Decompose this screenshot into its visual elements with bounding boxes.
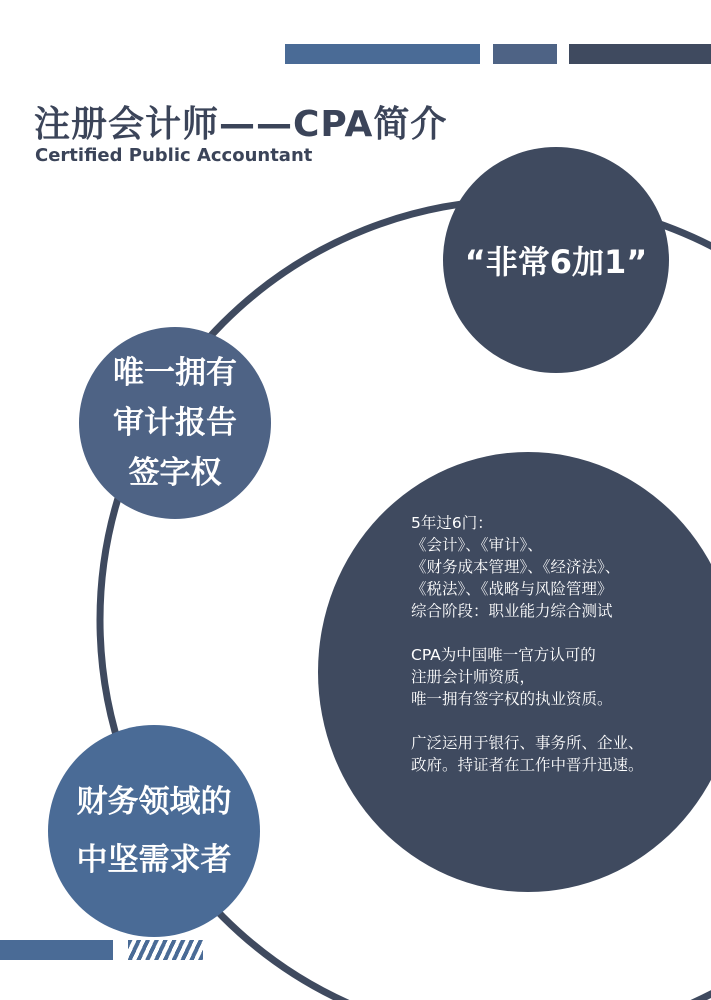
exam-line: 《财务成本管理》、《经济法》、 [411,558,621,576]
exam-line: 《会计》、《审计》、 [411,536,543,554]
page-subtitle: Certified Public Accountant [35,145,313,166]
finance-demand-line: 中坚需求者 [76,842,232,878]
footer-stripe-pattern [128,940,203,960]
signing-authority-line: 审计报告 [113,405,237,441]
usage-line: 政府。持证者在工作中晋升迅速。 [411,756,644,774]
signing-authority-circle [79,327,271,519]
finance-demand-text [77,773,232,889]
page-title: 注册会计师——CPA简介 [34,104,448,145]
signing-authority-line: 签字权 [128,455,222,491]
signing-authority-text [113,348,237,498]
qualification-line: 注册会计师资质， [411,668,536,686]
signing-authority-line: 唯一拥有 [113,355,237,391]
finance-demand-circle [48,725,260,937]
qualification-line: 唯一拥有签字权的执业资质。 [411,690,613,708]
info-text-block [411,512,711,776]
highlight-circle-six-plus-one [443,147,669,373]
exam-line: 5年过6门： [411,514,493,532]
highlight-label: “非常6加1” [464,243,648,281]
usage-line: 广泛运用于银行、事务所、企业、 [411,734,644,752]
qualification-line: CPA为中国唯一官方认可的 [411,646,596,664]
exam-line: 综合阶段：职业能力综合测试 [411,602,613,620]
footer-accent-bar [0,940,113,960]
exam-line: 《税法》、《战略与风险管理》 [411,580,613,598]
finance-demand-line: 财务领域的 [76,784,232,820]
